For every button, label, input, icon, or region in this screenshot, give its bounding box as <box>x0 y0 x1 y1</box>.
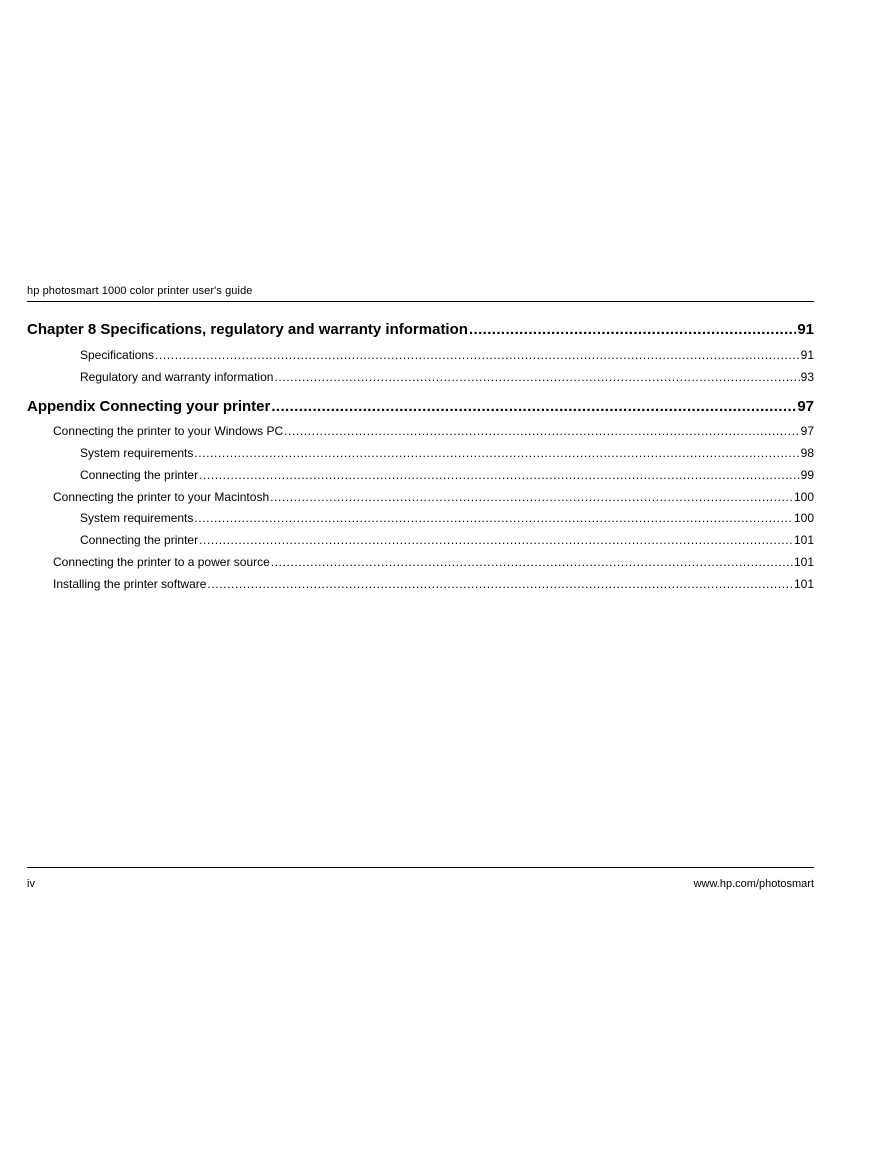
footer-page-number: iv <box>27 878 35 890</box>
toc-chapter-8[interactable] <box>27 321 814 338</box>
toc-entry-connecting-pc[interactable] <box>80 468 814 482</box>
toc-entry-page: 91 <box>797 321 814 338</box>
toc-entry-system-requirements-mac[interactable] <box>80 511 814 525</box>
toc-entry-label: Connecting the printer to your Windows PC <box>53 424 284 438</box>
toc-entry-page: 99 <box>800 468 814 482</box>
dot-leader <box>271 555 793 569</box>
dot-leader <box>270 490 793 504</box>
toc-entry-page: 98 <box>800 446 814 460</box>
toc-entry-label: Regulatory and warranty information <box>80 370 274 384</box>
toc-entry-macintosh[interactable] <box>53 490 814 504</box>
toc-entry-page: 101 <box>793 555 814 569</box>
toc-entry-label: Installing the printer software <box>53 577 207 591</box>
dot-leader <box>469 321 796 338</box>
dot-leader <box>199 533 793 547</box>
toc-entry-label: Connecting the printer <box>80 468 199 482</box>
toc-entry-regulatory[interactable] <box>80 370 814 384</box>
footer-rule <box>27 867 814 868</box>
toc-entry-label: System requirements <box>80 446 194 460</box>
dot-leader <box>194 511 793 525</box>
toc-entry-page: 101 <box>793 577 814 591</box>
toc-entry-specifications[interactable] <box>80 348 814 362</box>
dot-leader <box>199 468 800 482</box>
toc-entry-label: Appendix Connecting your printer <box>27 398 271 415</box>
dot-leader <box>284 424 800 438</box>
dot-leader <box>194 446 799 460</box>
toc-entry-connecting-mac[interactable] <box>80 533 814 547</box>
toc-entry-page: 91 <box>800 348 814 362</box>
toc-chapter-appendix[interactable] <box>27 398 814 415</box>
toc-entry-label: System requirements <box>80 511 194 525</box>
header-rule <box>27 301 814 302</box>
toc-entry-page: 100 <box>793 490 814 504</box>
dot-leader <box>155 348 800 362</box>
toc-entry-label: Connecting the printer to a power source <box>53 555 270 569</box>
toc-entry-label: Chapter 8 Specifications, regulatory and warranty information <box>27 321 468 338</box>
dot-leader <box>207 577 793 591</box>
toc-entry-page: 93 <box>800 370 814 384</box>
footer-url[interactable]: www.hp.com/photosmart <box>693 878 814 890</box>
toc-entry-label: Connecting the printer to your Macintosh <box>53 490 270 504</box>
toc-entry-page: 101 <box>793 533 814 547</box>
toc-entry-power-source[interactable] <box>53 555 814 569</box>
toc-entry-system-requirements-pc[interactable] <box>80 446 814 460</box>
running-header: hp photosmart 1000 color printer user's guide <box>27 285 253 297</box>
dot-leader <box>271 398 796 415</box>
toc-entry-page: 100 <box>793 511 814 525</box>
toc-entry-windows-pc[interactable] <box>53 424 814 438</box>
toc-entry-page: 97 <box>797 398 814 415</box>
toc-entry-label: Connecting the printer <box>80 533 199 547</box>
toc-entry-page: 97 <box>800 424 814 438</box>
toc-entry-label: Specifications <box>80 348 155 362</box>
dot-leader <box>274 370 799 384</box>
toc-entry-installing-software[interactable] <box>53 577 814 591</box>
